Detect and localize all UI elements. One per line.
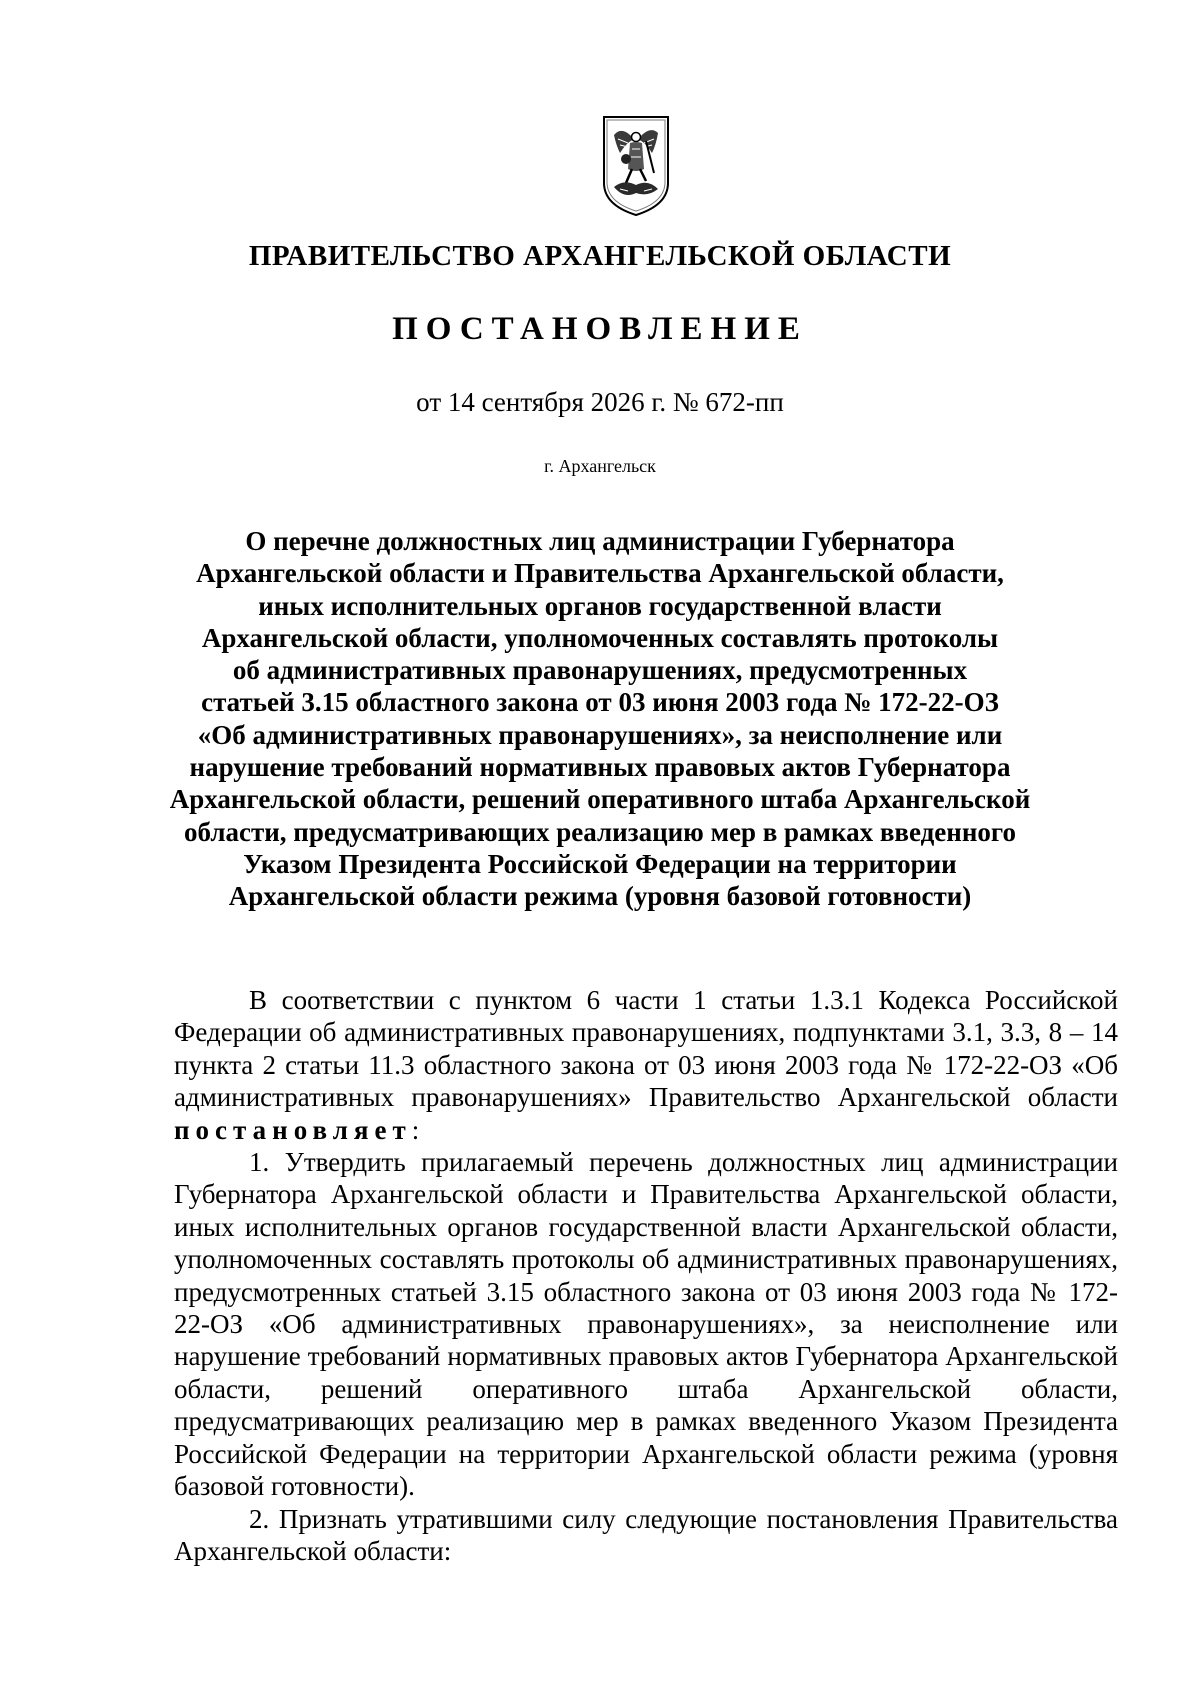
preamble-text: В соответствии с пунктом 6 части 1 статьи 1.3.1 Кодекса Российской Федерации об административных правонарушениях, подпунктами 3.1, 3.3, 8 – 14 пункта 2 статьи 11.3 областного закона от 03 июня 2003 года № 172-22-ОЗ «Об административных правонарушениях» Правительство Архангельской области — [174, 985, 1118, 1113]
title-line: Архангельской области, решений оперативного штаба Архангельской — [169, 784, 1031, 815]
title-line: Указом Президента Российской Федерации на территории — [243, 848, 957, 879]
title-line: области, предусматривающих реализацию мер в рамках введенного — [184, 816, 1016, 847]
decree-colon: : — [411, 1114, 420, 1145]
document-type: ПОСТАНОВЛЕНИЕ — [392, 311, 808, 347]
item-2-paragraph: 2. Признать утратившими силу следующие постановления Правительства Архангельской области: — [174, 1503, 1118, 1566]
title-line: Архангельской области, уполномоченных составлять протоколы — [201, 622, 999, 653]
document-date-number: от 14 сентября 2026 г. № 672-пп — [416, 387, 784, 417]
title-line: иных исполнительных органов государственной власти — [258, 590, 942, 621]
preamble-paragraph — [174, 984, 1118, 1146]
title-line: об административных правонарушениях, предусмотренных — [232, 655, 968, 686]
document-title — [140, 525, 1060, 913]
document-city: г. Архангельск — [544, 456, 656, 476]
item-1-paragraph: 1. Утвердить прилагаемый перечень должностных лиц администрации Губернатора Архангельской области и Правительства Архангельской области, иных исполнительных органов государственной власти Архангельской области, уполномоченных составлять протоколы об административных правонарушениях, предусмотренных статьей 3.15 областного закона от 03 июня 2003 года № 172-22-ОЗ «Об административных правонарушениях», за неисполнение или нарушение требований нормативных правовых актов Губернатора Архангельской области, решений оперативного штаба Архангельской области, предусматривающих реализацию мер в рамках введенного Указом Президента Российской Федерации на территории Архангельской области режима (уровня базовой готовности). — [174, 1147, 1118, 1502]
title-line: статьей 3.15 областного закона от 03 июня 2003 года № 172-22-ОЗ — [201, 687, 999, 718]
title-line: «Об административных правонарушениях», за неисполнение или — [197, 719, 1003, 750]
document-body — [174, 984, 1118, 1567]
title-line: Архангельской области режима (уровня базовой готовности) — [228, 881, 972, 912]
title-line: нарушение требований нормативных правовых актов Губернатора — [189, 752, 1011, 783]
title-line: О перечне должностных лиц администрации Губернатора — [245, 526, 955, 556]
decree-word: постановляет — [174, 1114, 412, 1145]
coat-of-arms-archangel-icon — [600, 113, 672, 219]
title-line: Архангельской области и Правительства Архангельской области, — [196, 558, 1004, 589]
government-name: ПРАВИТЕЛЬСТВО АРХАНГЕЛЬСКОЙ ОБЛАСТИ — [248, 240, 952, 272]
